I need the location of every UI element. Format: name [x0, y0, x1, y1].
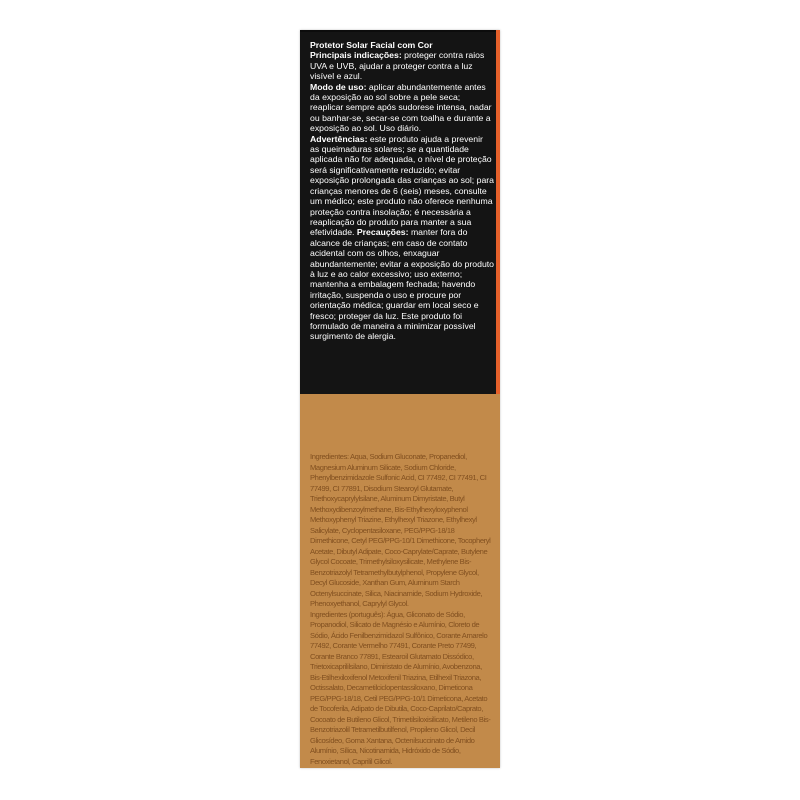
- sunscreen-box-side-panel: [300, 30, 500, 768]
- ingredients-list-pt: Ingredientes (português): Água, Gliconato de Sódio, Propanodiol, Silicato de Magnésio e Alumínio, Cloreto de Sódio, Ácido Fenilbenzimidazol Sulfônico, Corante Amarelo 77492, Corante Vermelho 77491, Corante Preto 77499, Corante Branco 77891, Estearoil Glutamato Dissódico, Trietoxicaprililsilano, Dimiristato de Alumínio, Avobenzona, Bis-Etilhexiloxifenol Metoxifenil Triazina, Etilhexil Triazona, Octissalato, Decametilciclopentassiloxano, Dimeticona PEG/PPG-18/18, Cetil PEG/PPG-10/1 Dimeticona, Acetato de Tocoferila, Adipato de Dibutila, Coco-Caprilato/Caprato, Cocoato de Butileno Glicol, Trimetilsiloxisilicato, Metileno Bis-Benzotriazolil Tetrametilbutilfenol, Propileno Glicol, Decil Glicosídeo, Goma Xantana, Octenilsuccinato de Amido Alumínio, Sílica, Nicotinamida, Hidróxido de Sódio, Fenoxietanol, Caprilil Glicol.: [310, 609, 491, 766]
- ingredients-text: [310, 452, 492, 767]
- ingredients-list-en: Ingredientes: Aqua, Sodium Gluconate, Propanediol, Magnesium Aluminum Silicate, Sodium Chloride, Phenylbenzimidazole Sulfonic Acid, CI 77492, CI 77491, CI 77499, CI 77891, Disodium Stearoyl Glutamate, Triethoxycaprylylsilane, Aluminum Dimyristate, Butyl Methoxydibenzoylmethane, Bis-Ethylhexyloxyphenol Methoxyphenyl Triazine, Ethylhexyl Triazone, Ethylhexyl Salicylate, Cyclopentasiloxane, PEG/PPG-18/18 Dimethicone, Cetyl PEG/PPG-10/1 Dimethicone, Tocopheryl Acetate, Dibutyl Adipate, Coco-Caprylate/Caprate, Butylene Glycol Cocoate, Trimethylsiloxysilicate, Methylene Bis-Benzotriazolyl Tetramethylbutylphenol, Propylene Glycol, Decyl Glucoside, Xanthan Gum, Aluminum Starch Octenylsuccinate, Silica, Niacinamide, Sodium Hydroxide, Phenoxyethanol, Caprylyl Glycol.: [310, 452, 491, 608]
- usage-section-warnings: Advertências: este produto ajuda a prevenir as queimaduras solares; se a quantidade aplicada não for adequada, o nível de proteção será significativamente reduzido; evitar exposição prolongada das crianças ao sol; para crianças menores de 6 (seis) meses, consulte um médico; este produto não oferece nenhuma proteção contra insolação; é necessária a reaplicação do produto para manter a sua efetividade. Precauções: manter fora do alcance de crianças; em caso de contato acidental com os olhos, enxaguar abundantemente; evitar a exposição do produto à luz e ao calor excessivo; uso externo; mantenha a embalagem fechada; havendo irritação, suspenda o uso e procure por orientação médica; guardar em local seco e fresco; proteger da luz. Este produto foi formulado de maneira a minimizar possível surgimento de alergia.: [310, 133, 495, 342]
- usage-info-panel: [300, 30, 500, 394]
- ingredients-panel: [300, 394, 500, 768]
- orange-accent-strip: [496, 30, 500, 394]
- product-title: Protetor Solar Facial com Cor: [310, 40, 433, 50]
- usage-section-instructions: Modo de uso: aplicar abundantemente antes da exposição ao sol sobre a pele seca; reaplicar sempre após sudorese intensa, nadar ou banhar-se, secar-se com toalha e durante a exposição ao sol. Uso diário.: [310, 81, 492, 134]
- usage-section-indications: Principais indicações: proteger contra raios UVA e UVB, ajudar a proteger contra a luz visível e azul.: [310, 50, 485, 82]
- top-edge: [300, 30, 500, 32]
